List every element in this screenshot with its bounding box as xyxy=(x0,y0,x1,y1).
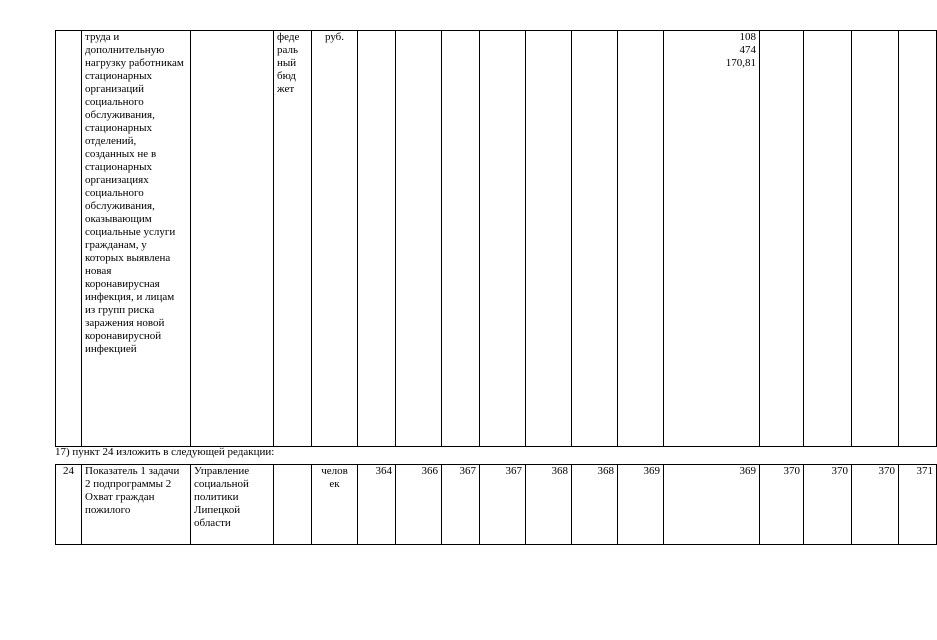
table-row xyxy=(56,31,937,447)
value-cell: 371 xyxy=(899,465,937,545)
value-cell xyxy=(526,31,572,447)
unit-cell: руб. xyxy=(312,31,358,447)
indicator-cell: труда и дополнительную нагрузку работникам стационарных организаций социального обслуживания, стационарных отделений, созданных не в стационарных организациях социального обслуживания, оказывающим социальные услуги гражданам, у которых выявлена новая коронавирусная инфекция, и лицам из групп риска заражения новой коронавирусной инфекцией xyxy=(82,31,191,447)
value-cell xyxy=(852,31,899,447)
value-cell xyxy=(760,31,804,447)
value-cell: 108 474 170,81 xyxy=(664,31,760,447)
indicator-table xyxy=(55,464,937,545)
value-cell xyxy=(899,31,937,447)
value-cell xyxy=(480,31,526,447)
amendment-instruction: 17) пункт 24 изложить в следующей редакции: xyxy=(55,446,275,458)
value-cell xyxy=(396,31,442,447)
value-cell: 367 xyxy=(480,465,526,545)
value-cell xyxy=(618,31,664,447)
value-cell xyxy=(572,31,618,447)
value-cell xyxy=(358,31,396,447)
value-cell: 370 xyxy=(804,465,852,545)
funding-source-cell: феде раль ный бюд жет xyxy=(274,31,312,447)
value-cell xyxy=(804,31,852,447)
executor-cell: Управление социальной политики Липецкой области xyxy=(191,465,274,545)
value-cell: 370 xyxy=(760,465,804,545)
value-cell: 369 xyxy=(618,465,664,545)
row-number-cell: 24 xyxy=(56,465,82,545)
value-cell: 370 xyxy=(852,465,899,545)
value-cell: 366 xyxy=(396,465,442,545)
value-cell: 369 xyxy=(664,465,760,545)
row-number-cell xyxy=(56,31,82,447)
value-cell: 367 xyxy=(442,465,480,545)
executor-cell xyxy=(191,31,274,447)
indicator-cell: Показатель 1 задачи 2 подпрограммы 2 Охват граждан пожилого xyxy=(82,465,191,545)
value-cell: 368 xyxy=(526,465,572,545)
table-row xyxy=(56,465,937,545)
value-cell: 368 xyxy=(572,465,618,545)
financing-table xyxy=(55,30,937,447)
unit-cell: челов ек xyxy=(312,465,358,545)
value-cell: 364 xyxy=(358,465,396,545)
funding-source-cell xyxy=(274,465,312,545)
value-cell xyxy=(442,31,480,447)
